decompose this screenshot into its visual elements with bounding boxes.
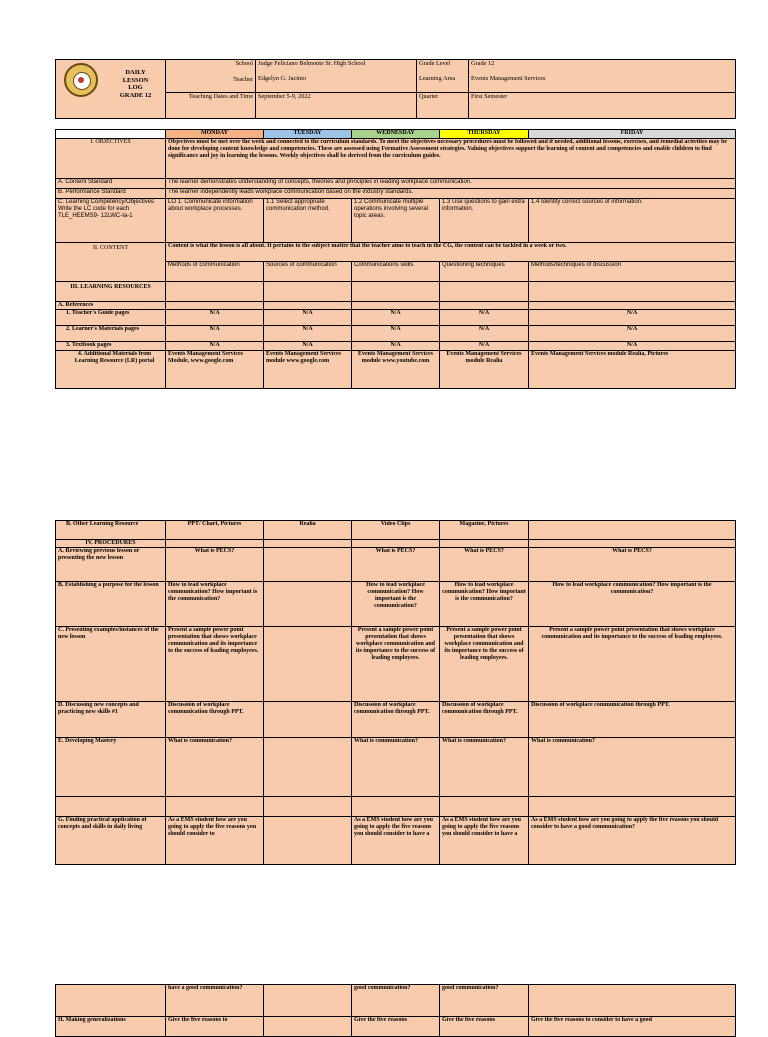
empty-cell: [352, 302, 440, 310]
procedure-b-wednesday: How to lead workplace communication? How important is the communication?: [352, 582, 440, 627]
procedure-f-label: [56, 797, 166, 817]
continuation-label: [56, 985, 166, 1017]
content-wednesday: Communications skills: [352, 262, 440, 282]
dll-title: [106, 60, 165, 99]
empty-cell: [529, 282, 736, 302]
empty-cell: [440, 797, 529, 817]
resource-cell: N/A: [352, 342, 440, 351]
procedure-b-friday: How to lead workplace communication? How important is the communication?: [529, 582, 736, 627]
content-text: Content is what the lesson is all about. It pertains to the subject matter that the teacher aims to teach in the CG, the content can be tackled in a week or two.: [166, 243, 736, 262]
title-line: DAILY: [125, 69, 146, 76]
resource-cell: N/A: [352, 310, 440, 326]
competency-thursday: 1.3 Use questions to gain extra information.: [440, 199, 529, 243]
procedure-e-tuesday: [264, 738, 352, 797]
additional-materials-tuesday: Events Management Services module www.google.com: [264, 351, 352, 389]
competency-monday: LO 1. Communicate information about workplace processes.: [166, 199, 264, 243]
empty-cell: [166, 540, 264, 548]
empty-cell: [529, 540, 736, 548]
resource-cell: N/A: [166, 310, 264, 326]
continuation-tuesday: [264, 985, 352, 1017]
procedure-c-wednesday: Present a sample power point presentation that shows workplace communication and its importance to the success of leading employees.: [352, 627, 440, 702]
empty-cell: [440, 302, 529, 310]
teacher-label: Teacher: [233, 75, 253, 83]
procedure-h-thursday: Give the five reasons: [440, 1017, 529, 1037]
procedure-a-wednesday: What is PECS?: [352, 548, 440, 582]
grade-label-cell: [417, 60, 469, 93]
content-standard-label: A. Content Standard: [56, 179, 166, 189]
empty-cell: [440, 540, 529, 548]
grade-value-cell: [469, 60, 736, 93]
grade-level-label: Grade Level: [419, 60, 451, 67]
procedure-c-tuesday: [264, 627, 352, 702]
empty-cell: [440, 282, 529, 302]
resource-cell: N/A: [264, 342, 352, 351]
other-resources-label: B. Other Learning Resource: [56, 521, 166, 540]
resource-cell: N/A: [529, 310, 736, 326]
quarter-label: Quarter: [417, 93, 469, 119]
resource-cell: N/A: [440, 310, 529, 326]
school-value: Judge Feliciano Belmonte Sr. High School: [258, 60, 366, 67]
additional-materials-friday: Events Management Services module Realia, Pictures: [529, 351, 736, 389]
other-resource-monday: PPT/ Chart, Pictures: [166, 521, 264, 540]
additional-materials-thursday: Events Management Services module Realia: [440, 351, 529, 389]
procedure-h-monday: Give the five reasons to: [166, 1017, 264, 1037]
objectives-text: Objectives must be met over the week and connected to the curriculum standards. To meet the objectives necessary procedures must be followed and if needed, additional lessons, exercises, and remedial activities may be done for developing content knowledge and competencies. These are assessed using Formative Assessment strategies. Valuing objectives support the learning of content and competencies and enable children to find significance and joy in learning the lessons. Weekly objectives shall be derived from the curriculum guides.: [166, 139, 736, 179]
empty-cell: [264, 797, 352, 817]
content-tuesday: Sources of communication: [264, 262, 352, 282]
procedure-h-wednesday: Give the five reasons: [352, 1017, 440, 1037]
procedure-d-tuesday: [264, 702, 352, 738]
procedure-g-thursday: As a EMS student how are you going to apply the five reasons you should consider to have a: [440, 817, 529, 865]
other-resource-tuesday: Realia: [264, 521, 352, 540]
competency-wednesday: 1.2 Communicate multiple operations involving several topic areas.: [352, 199, 440, 243]
procedures-label: IV. PROCEDURES: [56, 540, 166, 548]
content-standard-text: The learner demonstrates understanding of concepts, theories and principles in leading workplace communication.: [166, 179, 736, 189]
procedure-d-thursday: Discussion of workplace communication through PPT.: [440, 702, 529, 738]
procedure-d-monday: Discussion of workplace communication through PPT.: [166, 702, 264, 738]
corner-cell: [56, 130, 166, 139]
grade-level-value: Grade 12: [471, 60, 495, 67]
resource-cell: N/A: [352, 326, 440, 342]
learning-area-value: Events Management Services: [471, 75, 546, 82]
continuation-monday: have a good communication?: [166, 985, 264, 1017]
procedure-d-label: D. Discussing new concepts and practicing new skills #1: [56, 702, 166, 738]
lesson-table-1: [55, 129, 736, 389]
empty-cell: [352, 282, 440, 302]
other-resource-thursday: Magazine, Pictures: [440, 521, 529, 540]
day-header-monday: MONDAY: [166, 130, 264, 139]
procedure-e-friday: What is communication?: [529, 738, 736, 797]
title-line: LESSON: [122, 76, 149, 84]
procedure-a-tuesday: [264, 548, 352, 582]
resource-cell: N/A: [166, 326, 264, 342]
resource-cell: N/A: [166, 342, 264, 351]
school-label: School: [235, 60, 253, 67]
resource-cell: N/A: [529, 326, 736, 342]
resource-cell: N/A: [529, 342, 736, 351]
learning-resources-label: III. LEARNING RESOURCES: [56, 282, 166, 302]
empty-cell: [529, 797, 736, 817]
empty-cell: [166, 282, 264, 302]
teachers-guide-label: 1. Teacher's Guide pages: [56, 310, 166, 326]
procedure-e-wednesday: What is communication?: [352, 738, 440, 797]
continuation-friday: [529, 985, 736, 1017]
procedure-e-monday: What is communication?: [166, 738, 264, 797]
additional-materials-wednesday: Events Management Services module www.youtube.com: [352, 351, 440, 389]
other-resource-friday: [529, 521, 736, 540]
resource-cell: N/A: [264, 310, 352, 326]
lesson-table-3: [55, 984, 736, 1037]
competency-friday: 1.4 Identify correct sources of information.: [529, 199, 736, 243]
procedure-g-monday: As a EMS student how are you going to apply the five reasons you should consider to: [166, 817, 264, 865]
procedure-g-tuesday: [264, 817, 352, 865]
procedure-h-tuesday: [264, 1017, 352, 1037]
resource-cell: N/A: [264, 326, 352, 342]
procedure-a-monday: What is PECS?: [166, 548, 264, 582]
continuation-thursday: good communication?: [440, 985, 529, 1017]
school-value-cell: [256, 60, 417, 93]
procedure-b-tuesday: [264, 582, 352, 627]
procedure-g-label: G. Finding practical application of concepts and skills in daily living: [56, 817, 166, 865]
textbook-pages-label: 3. Textbook pages: [56, 342, 166, 351]
performance-standard-label: B. Performance Standard: [56, 189, 166, 199]
content-label: II. CONTENT: [56, 243, 166, 282]
day-header-thursday: THURSDAY: [440, 130, 529, 139]
procedure-b-label: B. Establishing a purpose for the lesson: [56, 582, 166, 627]
title-line: LOG: [128, 84, 143, 91]
performance-standard-text: The learner independently leads workplace communication based on the industry standards.: [166, 189, 736, 199]
procedure-g-wednesday: As a EMS student how are you going to apply the five reasons you should consider to have a: [352, 817, 440, 865]
empty-cell: [264, 302, 352, 310]
teaching-dates-value: September 5-9, 2022: [256, 93, 417, 119]
quarter-value: First Semester: [469, 93, 736, 119]
procedure-g-friday: As a EMS student how are you going to apply the five reasons you should consider to have a good communication?: [529, 817, 736, 865]
continuation-wednesday: good communication?: [352, 985, 440, 1017]
content-friday: Methods/techniques of discussion: [529, 262, 736, 282]
procedure-b-monday: How to lead workplace communication? How important is the communication?: [166, 582, 264, 627]
competency-tuesday: 1.1 Select appropriate communication method.: [264, 199, 352, 243]
logo-cell: [56, 60, 166, 119]
learning-area-label: Learning Area: [419, 75, 456, 82]
procedure-b-thursday: How to lead workplace communication? How important is the communication?: [440, 582, 529, 627]
empty-cell: [166, 797, 264, 817]
day-header-tuesday: TUESDAY: [264, 130, 352, 139]
objectives-label: I. OBJECTIVES: [56, 139, 166, 179]
procedure-h-label: H. Making generalizations: [56, 1017, 166, 1037]
additional-materials-monday: Events Management Services Module, www.google.com: [166, 351, 264, 389]
procedure-d-friday: Discussion of workplace communication through PPT.: [529, 702, 736, 738]
procedure-e-thursday: What is communication?: [440, 738, 529, 797]
procedure-c-thursday: Present a sample power point presentation that shows workplace communication and its importance to the success of leading employees.: [440, 627, 529, 702]
empty-cell: [352, 540, 440, 548]
empty-cell: [264, 540, 352, 548]
school-seal-icon: [64, 63, 98, 97]
empty-cell: [264, 282, 352, 302]
procedure-c-label: C. Presenting examples/instances of the new lesson: [56, 627, 166, 702]
content-monday: Methods of communication: [166, 262, 264, 282]
resource-cell: N/A: [440, 326, 529, 342]
procedure-d-wednesday: Discussion of workplace communication through PPT.: [352, 702, 440, 738]
procedure-c-monday: Present a sample power point presentation that shows workplace communication and its importance to the success of leading employees.: [166, 627, 264, 702]
teacher-value: Edgelyn G. Jacinto: [258, 75, 307, 82]
content-thursday: Questioning techniques: [440, 262, 529, 282]
references-label: A. References: [56, 302, 166, 310]
empty-cell: [166, 302, 264, 310]
procedure-a-label: A. Reviewing previous lesson or presenting the new lesson: [56, 548, 166, 582]
lesson-table-2: [55, 520, 736, 865]
other-resource-wednesday: Video Clips: [352, 521, 440, 540]
resource-cell: N/A: [440, 342, 529, 351]
day-header-friday: FRIDAY: [529, 130, 736, 139]
header-table: [55, 59, 736, 119]
day-header-wednesday: WEDNESDAY: [352, 130, 440, 139]
empty-cell: [529, 302, 736, 310]
title-line: GRADE 12: [119, 91, 152, 99]
procedure-h-friday: Give the five reasons to consider to have a good: [529, 1017, 736, 1037]
empty-cell: [352, 797, 440, 817]
procedure-a-friday: What is PECS?: [529, 548, 736, 582]
learners-materials-label: 2. Learner's Materials pages: [56, 326, 166, 342]
procedure-e-label: E. Developing Mastery: [56, 738, 166, 797]
procedure-c-friday: Present a sample power point presentation that shows workplace communication and its importance to the success of leading employees.: [529, 627, 736, 702]
additional-materials-label: 4. Additional Materials from Learning Resource (LR) portal: [56, 351, 166, 389]
teaching-dates-label: Teaching Dates and Time: [166, 93, 256, 119]
competency-label: C. Learning Competency/Objectives Write the LC code for each TLE_HEEMS9- 12LWC-Ia-1: [56, 199, 166, 243]
school-label-cell: [166, 60, 256, 93]
procedure-a-thursday: What is PECS?: [440, 548, 529, 582]
